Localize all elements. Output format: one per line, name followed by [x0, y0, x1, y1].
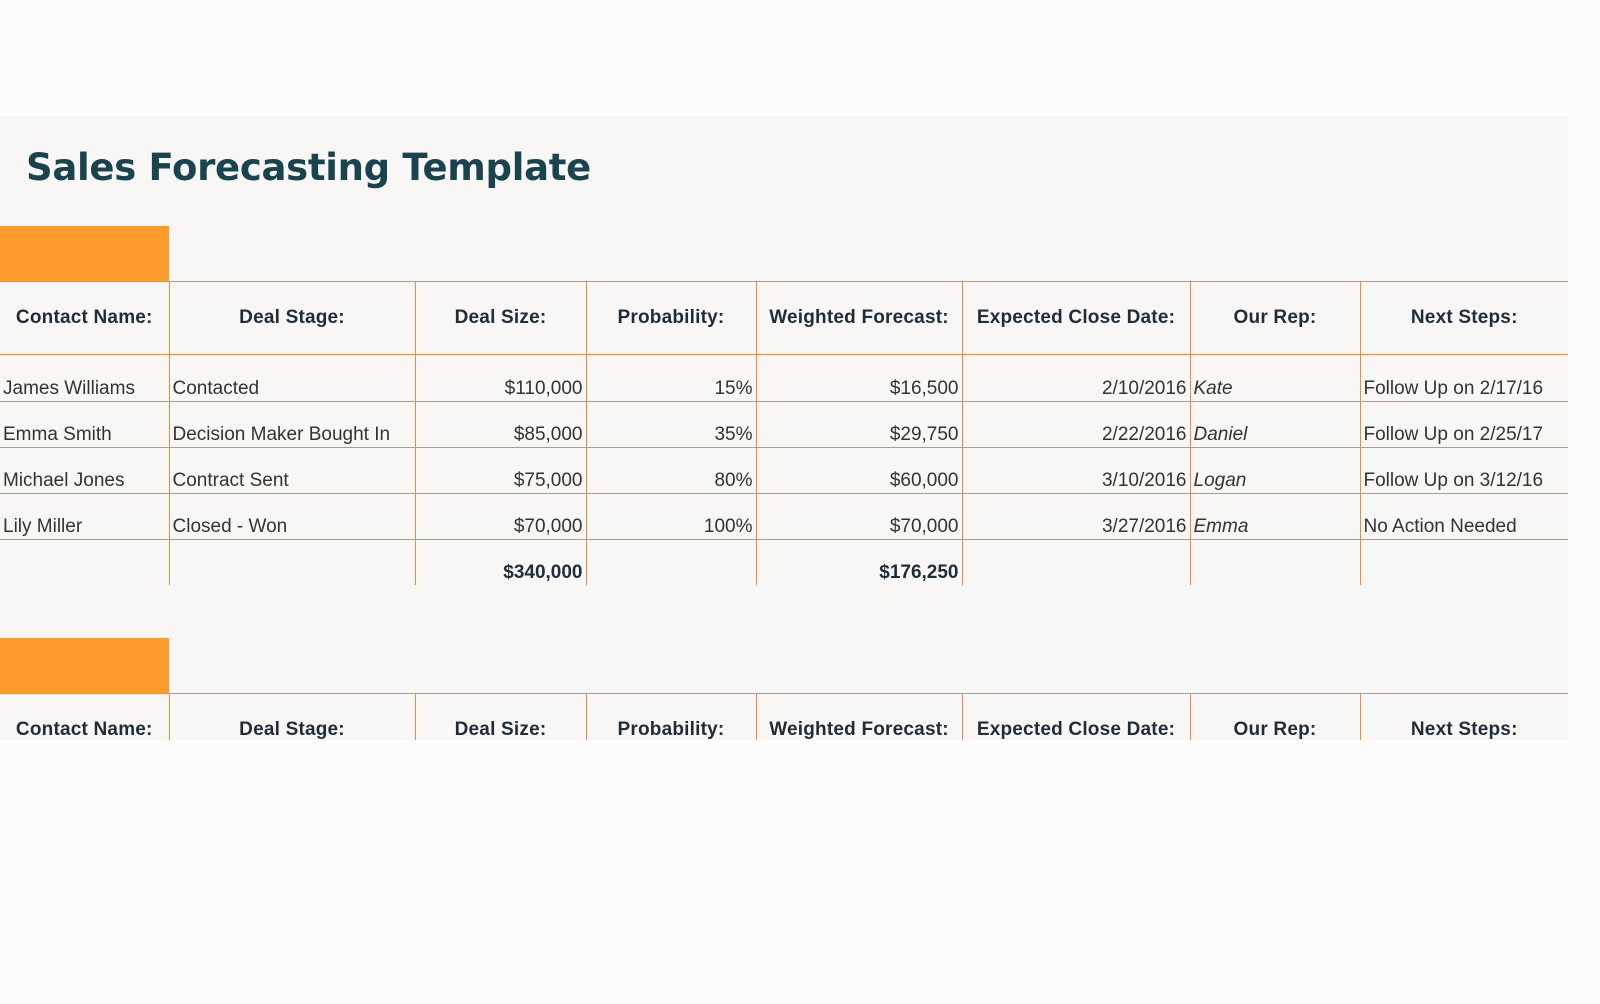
table-row	[0, 494, 1568, 540]
header-deal-stage: Deal Stage:	[169, 694, 415, 741]
cell-deal-size[interactable]: $75,000	[415, 448, 586, 494]
page-title: Sales Forecasting Template	[26, 146, 591, 189]
cell-empty[interactable]	[169, 540, 415, 586]
header-next-steps: Next Steps:	[1360, 694, 1568, 741]
cell-deal-stage[interactable]: Contacted	[169, 355, 415, 402]
forecast-table	[0, 281, 1568, 585]
cell-weighted-forecast[interactable]: $70,000	[756, 494, 962, 540]
cell-contact-name[interactable]: Lily Miller	[0, 494, 169, 540]
spreadsheet-area	[0, 116, 1568, 740]
header-probability: Probability:	[586, 694, 756, 741]
cell-our-rep[interactable]: Daniel	[1190, 402, 1360, 448]
header-deal-stage: Deal Stage:	[169, 282, 415, 355]
cell-our-rep[interactable]: Kate	[1190, 355, 1360, 402]
cell-probability[interactable]: 100%	[586, 494, 756, 540]
cell-empty[interactable]	[0, 540, 169, 586]
cell-deal-stage[interactable]: Closed - Won	[169, 494, 415, 540]
cell-contact-name[interactable]: Emma Smith	[0, 402, 169, 448]
cell-empty[interactable]	[1190, 540, 1360, 586]
cell-deal-size[interactable]: $110,000	[415, 355, 586, 402]
table-row	[0, 355, 1568, 402]
totals-row	[0, 540, 1568, 586]
header-expected-close-date: Expected Close Date:	[962, 694, 1190, 741]
cell-weighted-forecast[interactable]: $29,750	[756, 402, 962, 448]
cell-empty[interactable]	[962, 540, 1190, 586]
cell-empty[interactable]	[1360, 540, 1568, 586]
cell-deal-size[interactable]: $70,000	[415, 494, 586, 540]
table-row	[0, 448, 1568, 494]
header-deal-size: Deal Size:	[415, 694, 586, 741]
cell-weighted-forecast[interactable]: $16,500	[756, 355, 962, 402]
cell-next-steps[interactable]: Follow Up on 2/17/16	[1360, 355, 1568, 402]
cell-probability[interactable]: 15%	[586, 355, 756, 402]
header-next-steps: Next Steps:	[1360, 282, 1568, 355]
header-expected-close-date: Expected Close Date:	[962, 282, 1190, 355]
cell-next-steps[interactable]: No Action Needed	[1360, 494, 1568, 540]
cell-deal-stage[interactable]: Decision Maker Bought In	[169, 402, 415, 448]
cell-contact-name[interactable]: Michael Jones	[0, 448, 169, 494]
header-row	[0, 282, 1568, 355]
cell-deal-stage[interactable]: Contract Sent	[169, 448, 415, 494]
cell-close-date[interactable]: 2/22/2016	[962, 402, 1190, 448]
table-row	[0, 402, 1568, 448]
header-probability: Probability:	[586, 282, 756, 355]
cell-contact-name[interactable]: James Williams	[3, 378, 135, 399]
header-weighted-forecast: Weighted Forecast:	[756, 282, 962, 355]
header-our-rep: Our Rep:	[1190, 694, 1360, 741]
header-contact-name: Contact Name:	[0, 694, 169, 741]
orange-header-tab	[0, 226, 169, 282]
cell-next-steps[interactable]: Follow Up on 2/25/17	[1360, 402, 1568, 448]
cell-our-rep[interactable]: Emma	[1190, 494, 1360, 540]
header-deal-size: Deal Size:	[415, 282, 586, 355]
forecast-table-second	[0, 693, 1568, 740]
cell-empty[interactable]	[586, 540, 756, 586]
cell-deal-size[interactable]: $85,000	[415, 402, 586, 448]
header-weighted-forecast: Weighted Forecast:	[756, 694, 962, 741]
cell-close-date[interactable]: 3/10/2016	[962, 448, 1190, 494]
cell-probability[interactable]: 35%	[586, 402, 756, 448]
cell-next-steps[interactable]: Follow Up on 3/12/16	[1360, 448, 1568, 494]
cell-weighted-forecast[interactable]: $60,000	[756, 448, 962, 494]
cell-close-date[interactable]: 2/10/2016	[962, 355, 1190, 402]
header-row	[0, 694, 1568, 741]
orange-header-tab	[0, 638, 169, 694]
total-weighted-forecast[interactable]: $176,250	[756, 540, 962, 586]
header-contact-name: Contact Name:	[0, 282, 169, 355]
cell-our-rep[interactable]: Logan	[1190, 448, 1360, 494]
total-deal-size[interactable]: $340,000	[415, 540, 586, 586]
header-our-rep: Our Rep:	[1190, 282, 1360, 355]
cell-close-date[interactable]: 3/27/2016	[962, 494, 1190, 540]
cell-probability[interactable]: 80%	[586, 448, 756, 494]
